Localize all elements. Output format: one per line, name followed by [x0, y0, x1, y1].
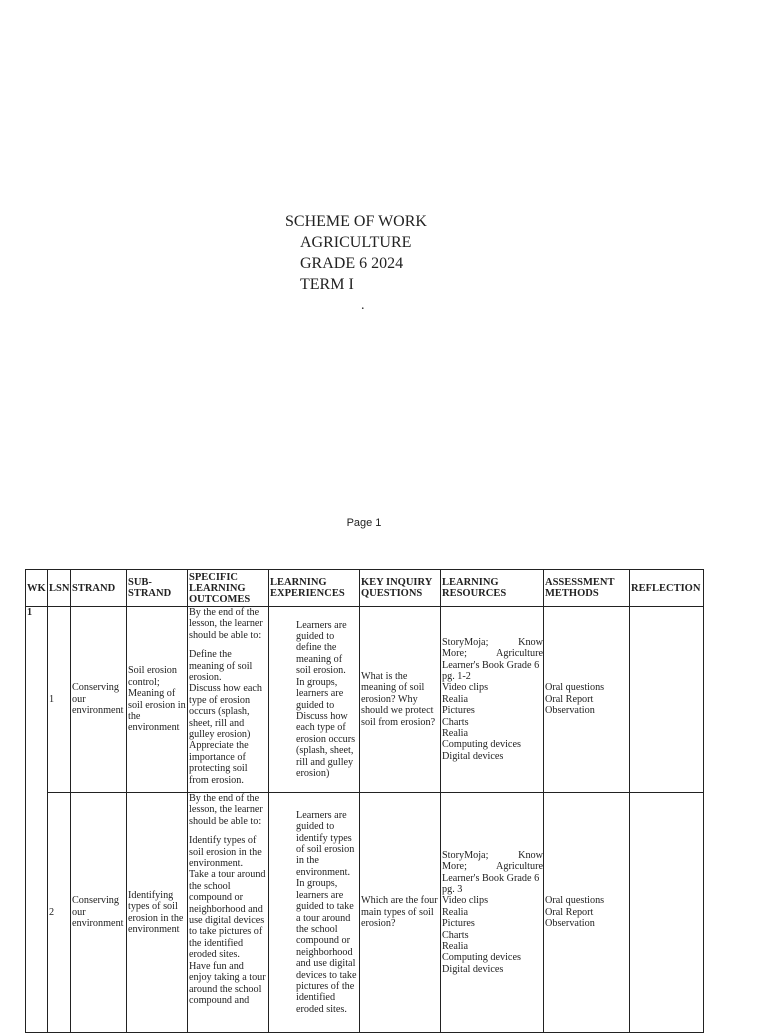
resources-cell	[441, 607, 544, 793]
strand-cell: Conserving our environment	[71, 793, 127, 1033]
resources-lead: StoryMoja; Know More; Agriculture	[442, 636, 543, 660]
assessment-cell: Oral questions Oral Report Observation	[544, 607, 630, 793]
assessment-cell: Oral questions Oral Report Observation	[544, 793, 630, 1033]
resources-list: Learner's Book Grade 6 pg. 3 Video clips Realia Pictures Charts Realia Computing devices Digital devices	[442, 872, 540, 975]
table-row	[26, 793, 704, 1033]
sub-strand-cell: Soil erosion control; Meaning of soil erosion in the environment	[127, 607, 188, 793]
experiences-text: Learners are guided to identify types of soil erosion in the environment. In groups, learners are guided to take a tour around the school compound or neighborhood and use digital devices to take pictures of the identified eroded sites.	[296, 809, 357, 1015]
title-line-subject: AGRICULTURE	[300, 234, 412, 251]
week-cell: 1	[26, 607, 48, 1033]
title-line-scheme: SCHEME OF WORK	[285, 213, 427, 230]
header-reflection: REFLECTION	[630, 570, 704, 607]
scheme-table	[25, 569, 704, 1033]
lesson-number: 1	[48, 607, 71, 793]
table-row	[26, 607, 704, 793]
document-title	[285, 211, 427, 295]
page-number: Page 1	[346, 517, 382, 529]
strand-cell: Conserving our environment	[71, 607, 127, 793]
outcomes-cell	[188, 607, 269, 793]
header-questions: KEY INQUIRY QUESTIONS	[360, 570, 441, 607]
reflection-cell	[630, 793, 704, 1033]
header-experiences: LEARNING EXPERIENCES	[269, 570, 360, 607]
table-header-row	[26, 570, 704, 607]
reflection-cell	[630, 607, 704, 793]
outcomes-intro: By the end of the lesson, the learner should be able to:	[189, 793, 263, 827]
experiences-cell	[269, 607, 360, 793]
header-sub-strand: SUB-STRAND	[127, 570, 188, 607]
sub-strand-cell: Identifying types of soil erosion in the environment	[127, 793, 188, 1033]
header-assessment: ASSESSMENT METHODS	[544, 570, 630, 607]
outcomes-cell	[188, 793, 269, 1033]
title-dot: .	[361, 298, 365, 313]
header-lsn: LSN	[48, 570, 71, 607]
header-outcomes: SPECIFIC LEARNING OUTCOMES	[188, 570, 269, 607]
header-wk: WK	[26, 570, 48, 607]
experiences-text: Learners are guided to define the meaning of soil erosion. In groups, learners are guided to Discuss how each type of erosion occurs (splash, sheet, rill and gulley erosion)	[296, 619, 356, 779]
questions-cell: What is the meaning of soil erosion? Why should we protect soil from erosion?	[360, 607, 441, 793]
resources-lead: StoryMoja; Know More; Agriculture	[442, 849, 543, 873]
header-strand: STRAND	[71, 570, 127, 607]
resources-list: Learner's Book Grade 6 pg. 1-2 Video clips Realia Pictures Charts Realia Computing devices Digital devices	[442, 659, 540, 762]
experiences-cell	[269, 793, 360, 1033]
questions-cell: Which are the four main types of soil erosion?	[360, 793, 441, 1033]
header-resources: LEARNING RESOURCES	[441, 570, 544, 607]
outcomes-body: Define the meaning of soil erosion. Discuss how each type of erosion occurs (splash, sheet, rill and gulley erosion) Appreciate the importance of protecting soil from erosion.	[189, 649, 262, 786]
outcomes-body: Identify types of soil erosion in the environment. Take a tour around the school compound or neighborhood and use digital devices to take pictures of the identified eroded sites. Have fun and enjoy taking a tour around the school compound and	[189, 835, 266, 1006]
lesson-number: 2	[48, 793, 71, 1033]
title-line-grade: GRADE 6 2024	[300, 255, 404, 272]
title-line-term: TERM I	[300, 276, 354, 293]
outcomes-intro: By the end of the lesson, the learner should be able to:	[189, 607, 263, 641]
resources-cell	[441, 793, 544, 1033]
